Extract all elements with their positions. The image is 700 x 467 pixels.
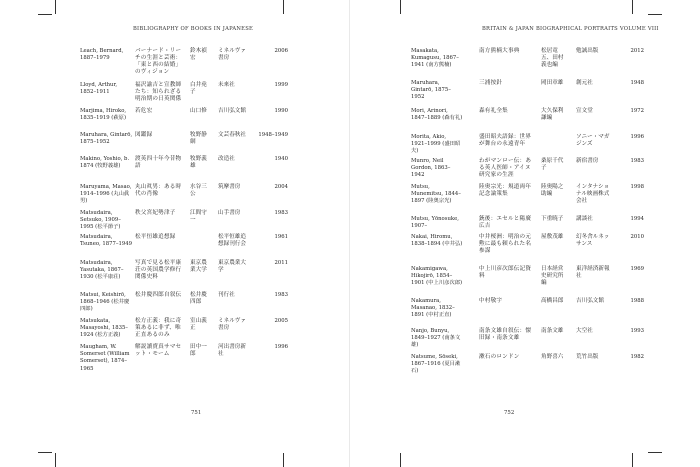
book-year: 1969	[630, 266, 644, 272]
book-year: 1982	[630, 354, 644, 360]
person-name: Matsudaira, Tsuneo, 1877–1949	[80, 234, 132, 248]
book-year: 2012	[630, 48, 644, 54]
book-publisher: インタナショナル映画株式会社	[576, 184, 610, 205]
book-year: 1999	[274, 82, 288, 88]
book-publisher: 東京農業大学	[218, 260, 246, 274]
book-year: 1940	[274, 156, 288, 162]
book-year: 1983	[274, 292, 288, 298]
book-publisher: ミネルヴァ書房	[218, 318, 246, 332]
person-name: Mori, Arinori, 1847–1889 (森有礼)	[411, 108, 463, 122]
book-publisher: 文芸春秋社	[218, 132, 246, 138]
person-name: Matsudaira, Yasutaka, 1867–1930 (松平康荘)	[80, 260, 124, 281]
book-publisher: 東洋経済新報社	[576, 266, 610, 280]
person-name: Matsukata, Masayoshi, 1835–1924 (松方正義)	[80, 318, 128, 339]
book-title: 中村敬宇	[479, 298, 503, 304]
book-author: 高橋昌郎	[541, 298, 564, 304]
book-year: 2006	[274, 48, 288, 54]
person-name: Nakamigawa, Hikojirō, 1854–1901 (中上川彦次郎)	[411, 266, 463, 287]
person-name: Matsudaira, Setsuko, 1909–1995 (松平節子)	[80, 210, 121, 231]
book-title: 松平恒雄追想録	[135, 234, 176, 240]
book-publisher: 宣文堂	[576, 108, 593, 114]
book-author: 屋敷茂雄	[541, 234, 564, 240]
person-name: Lloyd, Arthur, 1852–1911	[80, 82, 118, 96]
book-publisher: 未來社	[218, 82, 235, 88]
person-name: Maruhara, Gintarō, 1875–1952	[411, 80, 451, 101]
book-title: 銃後：エセルと陽廣広吉	[479, 216, 532, 230]
book-publisher: 大空社	[576, 328, 593, 334]
book-year: 1990	[274, 108, 288, 114]
book-title: 中井桜洲：明治の元勲に最も頼られた名参謀	[479, 234, 532, 255]
book-author: 日本経営史研究所編	[541, 266, 564, 287]
book-author: 桑原千代子	[541, 158, 564, 172]
book-year: 1996	[274, 344, 288, 350]
page-number: 751	[191, 410, 202, 416]
book-title: 三浦按針	[479, 80, 503, 86]
running-header: BRITAIN & JAPAN BIOGRAPHICAL PORTRAITS VOLUME VIII	[482, 26, 659, 32]
book-author: 松井慶四郎	[190, 292, 207, 306]
book-title: 図鑑録	[135, 132, 153, 138]
book-title: 秩父宮妃勢津子	[135, 210, 176, 216]
book-author: 角野喜六	[541, 354, 564, 360]
book-author: 水谷三公	[190, 184, 207, 198]
book-author: 岡田章雄	[541, 80, 564, 86]
person-name: Maruhara, Gintarō, 1875–1952	[80, 132, 133, 146]
book-year: 1988	[630, 298, 644, 304]
book-year: 1972	[630, 108, 644, 114]
book-year: 1948	[630, 80, 644, 86]
book-author: 山口修	[190, 108, 207, 114]
book-title: 福沢諭吉と宣教師たち：知られざる明治期の日英関係	[135, 82, 182, 103]
book-year: 1998	[630, 184, 644, 190]
book-title: 丸山眞男：ある時代の肖像	[135, 184, 182, 198]
person-name: Maugham, W. Somerset (William Somerset), 1874–1965	[80, 344, 130, 372]
book-publisher: 幻冬舎ルネッサンス	[576, 234, 610, 248]
book-title: 盛田昭夫語録：世界が舞台の永遠青年	[479, 134, 532, 148]
person-name: Leach, Bernard, 1887–1979	[80, 48, 124, 62]
book-year: 2010	[630, 234, 644, 240]
book-year: 2005	[274, 318, 288, 324]
book-title: わがマンロー伝：ある英人医師・アイヌ研究家の生涯	[479, 158, 532, 179]
book-author: 陸奥陽之助編	[541, 184, 564, 198]
book-publisher: 吉川弘文館	[218, 108, 246, 114]
book-publisher: ミネルヴァ書房	[218, 48, 246, 62]
book-year: 2004	[274, 184, 288, 190]
book-publisher: ソニー・マガジンズ	[576, 134, 610, 148]
book-publisher: 松平恒雄追想録刊行会	[218, 234, 246, 248]
book-author: 江間守一	[190, 210, 207, 224]
book-title: 漱石のロンドン	[479, 354, 520, 360]
person-name: Mutsu, Yōnosuke, 1907–	[411, 216, 459, 230]
book-year: 1996	[630, 134, 644, 140]
book-year: 1983	[274, 210, 288, 216]
book-publisher: 新宿書房	[576, 158, 599, 164]
book-title: 陸奥宗光：規道両年記念論策集	[479, 184, 532, 198]
book-year: 1983	[630, 158, 644, 164]
book-publisher: 筑摩書房	[218, 184, 241, 190]
book-year: 1993	[630, 328, 644, 334]
book-title: 松井慶四郎自叙伝	[135, 292, 182, 298]
person-name: Marjima, Hiroko, 1835–1919 (萩原)	[80, 108, 127, 122]
book-author: 室山義正	[190, 318, 207, 332]
person-name: Matsui, Keishirō, 1868–1946 (松井慶四郎)	[80, 292, 130, 313]
book-title: 南条文雄自叙伝：懐旧録・南条文雄	[479, 328, 532, 342]
book-title: 写真で見る松平康荘の英国農学修行関係史料	[135, 260, 182, 281]
person-name: Munro, Neil Gordon, 1863–1942	[411, 158, 451, 179]
book-publisher: 刊行社	[218, 292, 235, 298]
book-author: 東京農業大学	[190, 260, 207, 274]
book-year: 1948–1949	[258, 132, 288, 138]
book-publisher: 荒竹出版	[576, 354, 599, 360]
book-author: 牧野静網	[190, 132, 207, 146]
book-title: 若危宏	[135, 108, 153, 114]
book-publisher: 河出書房新社	[218, 344, 246, 358]
page-number: 752	[504, 410, 515, 416]
book-author: 松居竜五、田村義也編	[541, 48, 564, 69]
book-year: 2011	[274, 260, 288, 266]
book-publisher: 講談社	[576, 216, 593, 222]
book-publisher: 吉川弘文館	[576, 298, 604, 304]
book-publisher: 山手書房	[218, 210, 241, 216]
person-name: Maruyama, Masao, 1914–1996 (丸山眞男)	[80, 184, 132, 205]
book-title: バーナード・リーチの生涯と芸術：「東と西の結婚」のヴィジョン	[135, 48, 182, 76]
person-name: Makino, Yoshio, b. 1874 (牧野義雄)	[80, 156, 130, 170]
book-title: 解説讀賣真サマセット・モーム	[135, 344, 182, 358]
book-publisher: 勉誠出版	[576, 48, 599, 54]
book-year: 1961	[274, 234, 288, 240]
book-title: 森有礼全集	[479, 108, 508, 114]
person-name: Nakamura, Masanao, 1832–1891 (中村正直)	[411, 298, 455, 319]
book-author: 鈴木禎宏	[190, 48, 207, 62]
book-title: 中上川彦次郎伝記資料	[479, 266, 532, 280]
right-page	[350, 0, 700, 467]
book-author: 田中一郎	[190, 344, 207, 358]
person-name: Natsume, Sōseki, 1867–1916 (夏目漱石)	[411, 354, 461, 375]
book-author: 下重暁子	[541, 216, 564, 222]
person-name: Mutsu, Munemitsu, 1844–1897 (陸奥宗光)	[411, 184, 461, 205]
book-title: 渡英四十年今昔物語	[135, 156, 182, 170]
book-title: 南方熊楠大事典	[479, 48, 520, 54]
book-author: 南条文雄	[541, 328, 564, 334]
book-author: 白井堯子	[190, 82, 207, 96]
book-title: 松方正義：我に奇策あるに非ず、唯正直あるのみ	[135, 318, 182, 339]
person-name: Morita, Akio, 1921–1999 (盛田昭夫)	[411, 134, 461, 155]
book-publisher: 創元社	[576, 80, 593, 86]
person-name: Nakai, Hiromu, 1838–1894 (中井弘)	[411, 234, 463, 248]
person-name: Masakata, Kumagusu, 1867–1941 (南方熊楠)	[411, 48, 459, 69]
person-name: Nanjo, Bunyu, 1849–1927 (南条文雄)	[411, 328, 461, 349]
running-header: BIBLIOGRAPHY OF BOOKS IN JAPANESE	[133, 26, 254, 32]
book-author: 大久保利謙編	[541, 108, 564, 122]
book-year: 1994	[630, 216, 644, 222]
book-publisher: 改造社	[218, 156, 235, 162]
book-author: 牧野義雄	[190, 156, 207, 170]
